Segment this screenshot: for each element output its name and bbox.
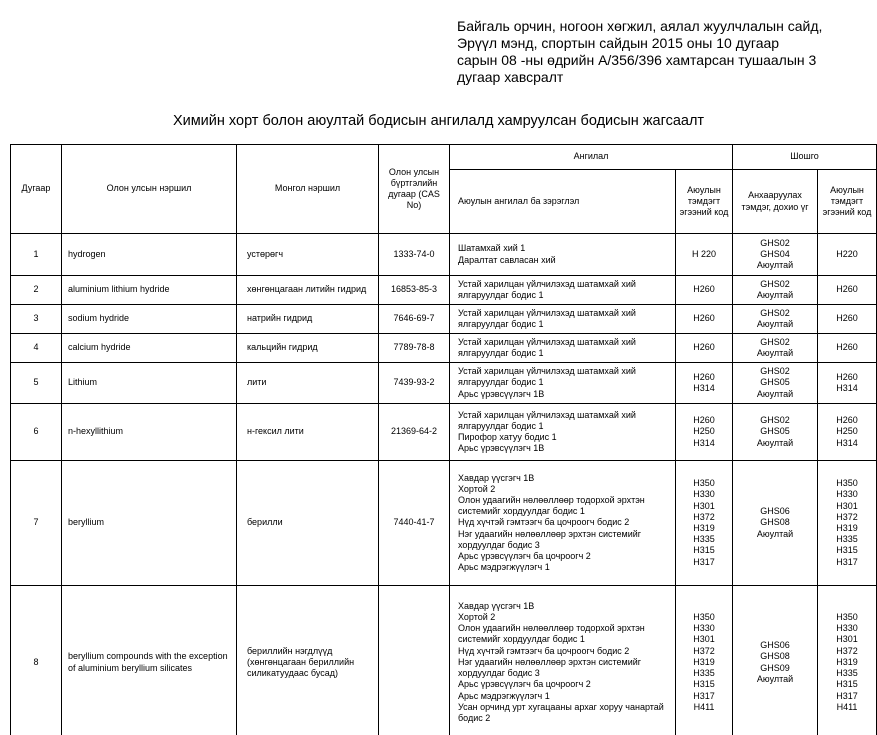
col-header-intl-name: Олон улсын нэршил xyxy=(62,145,237,234)
cas-number: 16853-85-3 xyxy=(379,276,450,305)
label-codes: H350 H330 H301 H372 H319 H335 H315 H317 H411 xyxy=(818,586,877,735)
hazard-classes: Шатамхай хий 1 Даралтат савласан хий xyxy=(450,234,676,276)
pictograms: GHS02 Аюултай xyxy=(733,334,818,363)
mn-name: кальцийн гидрид xyxy=(237,334,379,363)
mn-name: хөнгөнцагаан литийн гидрид xyxy=(237,276,379,305)
mn-name: бериллийн нэгдлүүд (хөнгөнцагаан бериллийн силикатуудаас бусад) xyxy=(237,586,379,735)
table-row xyxy=(11,461,877,586)
row-number: 7 xyxy=(11,461,62,586)
document-title: Химийн хорт болон аюултай бодисын ангилалд хамруулсан бодисын жагсаалт xyxy=(172,113,705,129)
hazard-classes: Устай харилцан үйлчилэхэд шатамхай хий ялгаруулдаг бодис 1 xyxy=(450,276,676,305)
hazard-codes: H260 xyxy=(676,334,733,363)
table-row xyxy=(11,305,877,334)
hazard-classes: Устай харилцан үйлчилэхэд шатамхай хий ялгаруулдаг бодис 1 Арьс үрэвсүүлэгч 1В xyxy=(450,363,676,404)
col-header-label-code: Аюулын тэмдэгт эгээний код xyxy=(818,170,877,234)
cas-number: 1333-74-0 xyxy=(379,234,450,276)
label-codes: H220 xyxy=(818,234,877,276)
col-header-cas: Олон улсын бүртгэлийн дугаар (CAS No) xyxy=(379,145,450,234)
intl-name: beryllium compounds with the exception of aluminium beryllium silicates xyxy=(62,586,237,735)
pictograms: GHS02 GHS05 Аюултай xyxy=(733,404,818,461)
label-codes: H260 xyxy=(818,334,877,363)
cas-number: 7440-41-7 xyxy=(379,461,450,586)
col-header-pictogram: Анхааруулах тэмдэг, дохио үг xyxy=(733,170,818,234)
hazard-codes: H260 xyxy=(676,305,733,334)
hazard-codes: H260 H314 xyxy=(676,363,733,404)
pictograms: GHS02 GHS04 Аюултай xyxy=(733,234,818,276)
cas-number: 7646-69-7 xyxy=(379,305,450,334)
hazard-codes: H350 H330 H301 H372 H319 H335 H315 H317 H411 xyxy=(676,586,733,735)
hazardous-substances-table xyxy=(10,144,877,735)
mn-name: устөрөгч xyxy=(237,234,379,276)
col-group-label: Шошго xyxy=(733,145,877,170)
hazard-codes: H260 xyxy=(676,276,733,305)
row-number: 2 xyxy=(11,276,62,305)
intl-name: Lithium xyxy=(62,363,237,404)
row-number: 8 xyxy=(11,586,62,735)
decree-annex-note: Байгаль орчин, ногоон хөгжил, аялал жуулчлалын сайд, Эрүүл мэнд, спортын сайдын 2015 оны 10 дугаар сарын 08 -ны өдрийн А/356/396 хамтарсан тушаалын 3 дугаар хавсралт xyxy=(457,18,823,85)
label-codes: H260 xyxy=(818,305,877,334)
hazard-classes: Устай харилцан үйлчилэхэд шатамхай хий ялгаруулдаг бодис 1 Пирофор хатуу бодис 1 Арьс үрэвсүүлэгч 1В xyxy=(450,404,676,461)
pictograms: GHS06 GHS08 GHS09 Аюултай xyxy=(733,586,818,735)
intl-name: calcium hydride xyxy=(62,334,237,363)
col-group-classification: Ангилал xyxy=(450,145,733,170)
col-header-mn-name: Монгол нэршил xyxy=(237,145,379,234)
table-row xyxy=(11,404,877,461)
hazard-codes: Н 220 xyxy=(676,234,733,276)
label-codes: H260 H314 xyxy=(818,363,877,404)
pictograms: GHS02 Аюултай xyxy=(733,305,818,334)
intl-name: n-hexyllithium xyxy=(62,404,237,461)
pictograms: GHS06 GHS08 Аюултай xyxy=(733,461,818,586)
mn-name: н-гексил лити xyxy=(237,404,379,461)
table-row xyxy=(11,586,877,735)
table-row xyxy=(11,276,877,305)
cas-number: 7789-78-8 xyxy=(379,334,450,363)
row-number: 6 xyxy=(11,404,62,461)
label-codes: H350 H330 H301 H372 H319 H335 H315 H317 xyxy=(818,461,877,586)
cas-number xyxy=(379,586,450,735)
mn-name: берилли xyxy=(237,461,379,586)
row-number: 3 xyxy=(11,305,62,334)
col-header-hazard-class: Аюулын ангилал ба зэрэглэл xyxy=(450,170,676,234)
mn-name: натрийн гидрид xyxy=(237,305,379,334)
row-number: 5 xyxy=(11,363,62,404)
intl-name: aluminium lithium hydride xyxy=(62,276,237,305)
table-row xyxy=(11,334,877,363)
cas-number: 21369-64-2 xyxy=(379,404,450,461)
table-row xyxy=(11,234,877,276)
intl-name: hydrogen xyxy=(62,234,237,276)
mn-name: лити xyxy=(237,363,379,404)
col-header-hazard-code: Аюулын тэмдэгт эгээний код xyxy=(676,170,733,234)
table-row xyxy=(11,363,877,404)
cas-number: 7439-93-2 xyxy=(379,363,450,404)
pictograms: GHS02 GHS05 Аюултай xyxy=(733,363,818,404)
pictograms: GHS02 Аюултай xyxy=(733,276,818,305)
hazard-codes: H350 H330 H301 H372 H319 H335 H315 H317 xyxy=(676,461,733,586)
col-header-number: Дугаар xyxy=(11,145,62,234)
hazard-codes: H260 H250 H314 xyxy=(676,404,733,461)
row-number: 1 xyxy=(11,234,62,276)
label-codes: H260 xyxy=(818,276,877,305)
intl-name: beryllium xyxy=(62,461,237,586)
row-number: 4 xyxy=(11,334,62,363)
intl-name: sodium hydride xyxy=(62,305,237,334)
hazard-classes: Устай харилцан үйлчилэхэд шатамхай хий ялгаруулдаг бодис 1 xyxy=(450,334,676,363)
label-codes: H260 H250 H314 xyxy=(818,404,877,461)
hazard-classes: Хавдар үүсгэгч 1В Хортой 2 Олон удаагийн нөлөөллөөр тодорхой эрхтэн системийг хордуулдаг бодис 1 Нүд хүчтэй гэмтээгч ба цочроогч бодис 2 Нэг удаагийн нөлөөллөөр эрхтэн системийг хордуулдаг бодис 3 Арьс үрэвсүүлэгч ба цочроогч 2 Арьс мэдрэгжүүлэгч 1 Усан орчинд урт хугацааны архаг хоруу чанартай бодис 2 xyxy=(450,586,676,735)
hazard-classes: Устай харилцан үйлчилэхэд шатамхай хий ялгаруулдаг бодис 1 xyxy=(450,305,676,334)
hazard-classes: Хавдар үүсгэгч 1В Хортой 2 Олон удаагийн нөлөөллөөр тодорхой эрхтэн системийг хордуулдаг бодис 1 Нүд хүчтэй гэмтээгч ба цочроогч бодис 2 Нэг удаагийн нөлөөллөөр эрхтэн системийг хордуулдаг бодис 3 Арьс үрэвсүүлэгч ба цочроогч 2 Арьс мэдрэгжүүлэгч 1 xyxy=(450,461,676,586)
